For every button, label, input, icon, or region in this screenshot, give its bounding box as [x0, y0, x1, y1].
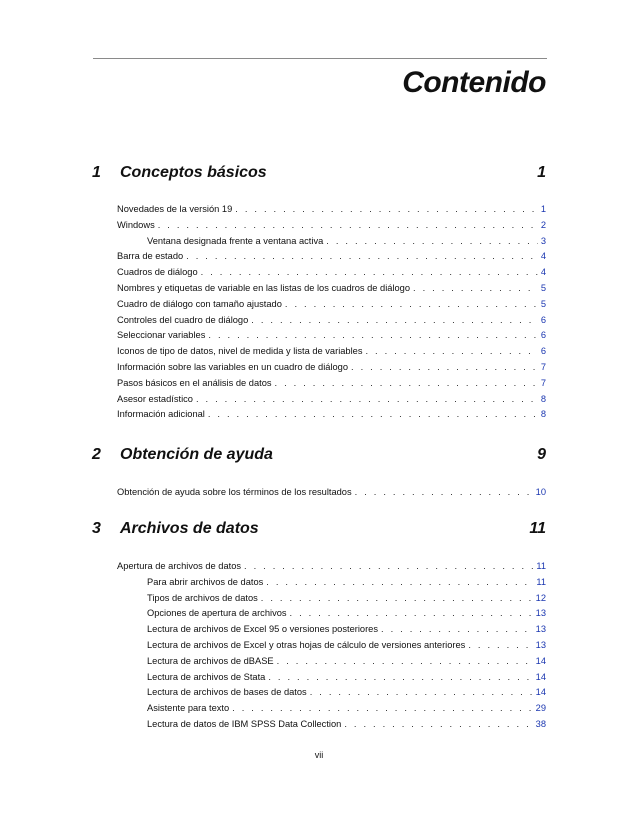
footer-page-number: vii [314, 750, 324, 760]
chapter-heading[interactable] [92, 446, 546, 470]
toc-entry-label: Opciones de apertura de archivos [147, 608, 287, 619]
toc-entry-label: Cuadro de diálogo con tamaño ajustado [117, 298, 282, 309]
chapter-heading[interactable] [92, 164, 546, 188]
toc-page-link[interactable]: 38 [535, 718, 546, 729]
toc-entry-label: Barra de estado [117, 251, 184, 262]
chapter-number: 2 [92, 446, 101, 463]
toc-entry-label: Seleccionar variables [117, 330, 206, 341]
dot-leader [381, 622, 533, 638]
dot-leader [355, 485, 533, 501]
toc-entry[interactable] [92, 218, 546, 234]
toc-entry[interactable] [92, 328, 546, 344]
toc-entry[interactable] [92, 360, 546, 376]
dot-leader [413, 281, 538, 297]
toc-entry-label: Lectura de archivos de dBASE [147, 655, 274, 666]
toc-entry-label: Controles del cuadro de diálogo [117, 314, 249, 325]
toc-entry-label: Lectura de archivos de bases de datos [147, 687, 307, 698]
toc-entry-label: Lectura de datos de IBM SPSS Data Collection [147, 718, 342, 729]
toc-page-link[interactable]: 4 [540, 251, 546, 262]
toc-page-link[interactable]: 11 [536, 561, 546, 571]
toc-page-link[interactable]: 7 [540, 361, 546, 372]
chapter-title: Archivos de datos [120, 520, 259, 537]
dot-leader [268, 670, 532, 686]
toc-entry-label: Información sobre las variables en un cuadro de diálogo [117, 361, 349, 372]
toc-page-link[interactable]: 7 [540, 377, 546, 388]
toc-page-link[interactable]: 3 [540, 235, 546, 246]
toc-entry-label: Obtención de ayuda sobre los términos de los resultados [117, 487, 352, 497]
toc-page-link[interactable]: 1 [540, 204, 546, 214]
toc-entry-label: Lectura de archivos de Excel 95 o versiones posteriores [147, 624, 378, 635]
dot-leader [266, 575, 533, 591]
chapter-3 [92, 520, 546, 733]
chapter-1 [92, 164, 546, 423]
toc-entry-label: Asistente para texto [147, 703, 230, 714]
toc-list [92, 485, 546, 501]
toc-entry[interactable] [92, 407, 546, 423]
dot-leader [251, 313, 538, 329]
dot-leader [244, 559, 533, 575]
toc-entry[interactable] [92, 234, 546, 250]
toc-page-link[interactable]: 10 [535, 487, 546, 497]
toc-page-link[interactable]: 13 [535, 639, 546, 650]
toc-entry[interactable] [92, 392, 546, 408]
toc-entry-label: Pasos básicos en el análisis de datos [117, 377, 272, 388]
toc-page-link[interactable]: 14 [535, 671, 546, 682]
toc-list [92, 202, 546, 423]
toc-entry-label: Tipos de archivos de datos [147, 592, 258, 603]
toc-entry[interactable] [92, 701, 546, 717]
toc-page-link[interactable]: 11 [536, 576, 546, 587]
dot-leader [201, 265, 538, 281]
toc-entry[interactable] [92, 313, 546, 329]
toc-entry-label: Ventana designada frente a ventana activa [147, 235, 324, 246]
toc-entry[interactable] [92, 249, 546, 265]
toc-entry[interactable] [92, 591, 546, 607]
dot-leader [235, 202, 538, 218]
toc-page-link[interactable]: 29 [535, 703, 546, 714]
dot-leader [344, 717, 532, 733]
toc-entry-label: Iconos de tipo de datos, nivel de medida y lista de variables [117, 346, 363, 357]
chapter-number: 1 [92, 164, 101, 181]
toc-entry[interactable] [92, 265, 546, 281]
toc-page-link[interactable]: 4 [540, 267, 546, 278]
dot-leader [310, 685, 533, 701]
toc-entry[interactable] [92, 638, 546, 654]
toc-page-link[interactable]: 6 [540, 346, 546, 357]
toc-entry-label: Para abrir archivos de datos [147, 576, 264, 587]
toc-entry-label: Novedades de la versión 19 [117, 204, 233, 214]
toc-entry[interactable] [92, 559, 546, 575]
toc-entry[interactable] [92, 685, 546, 701]
dot-leader [285, 297, 538, 313]
toc-entry-label: Windows [117, 219, 155, 230]
toc-page-link[interactable]: 2 [540, 219, 546, 230]
toc-entry[interactable] [92, 485, 546, 501]
dot-leader [365, 344, 537, 360]
dot-leader [275, 376, 538, 392]
chapter-number: 3 [92, 520, 101, 537]
dot-leader [326, 234, 538, 250]
toc-entry[interactable] [92, 281, 546, 297]
chapter-title: Obtención de ayuda [120, 446, 273, 463]
dot-leader [208, 328, 537, 344]
dot-leader [196, 392, 538, 408]
toc-entry-label: Asesor estadístico [117, 393, 193, 404]
toc-page-link[interactable]: 6 [540, 330, 546, 341]
toc-entry[interactable] [92, 606, 546, 622]
dot-leader [290, 606, 533, 622]
toc-entry-label: Nombres y etiquetas de variable en las listas de los cuadros de diálogo [117, 282, 411, 293]
dot-leader [351, 360, 538, 376]
toc-entry-label: Información adicional [117, 409, 205, 420]
toc-page-link[interactable]: 5 [540, 298, 546, 309]
toc-entry[interactable] [92, 297, 546, 313]
dot-leader [186, 249, 538, 265]
toc-page-link[interactable]: 5 [540, 282, 546, 293]
toc-entry-label: Cuadros de diálogo [117, 267, 198, 278]
chapter-title: Conceptos básicos [120, 164, 267, 181]
toc-entry[interactable] [92, 202, 546, 218]
chapter-page-number: 11 [529, 520, 546, 537]
toc-page-link[interactable]: 13 [535, 608, 546, 619]
toc-entry[interactable] [92, 575, 546, 591]
toc-entry[interactable] [92, 717, 546, 733]
dot-leader [232, 701, 532, 717]
dot-leader [277, 654, 533, 670]
toc-page-link[interactable]: 8 [540, 393, 546, 404]
toc-entry[interactable] [92, 344, 546, 360]
chapter-page-number: 1 [537, 164, 546, 181]
dot-leader [468, 638, 532, 654]
toc-entry[interactable] [92, 376, 546, 392]
toc-entry[interactable] [92, 670, 546, 686]
toc-entry[interactable] [92, 622, 546, 638]
toc-entry-label: Lectura de archivos de Stata [147, 671, 266, 682]
page-title: Contenido [402, 66, 546, 99]
toc-entry[interactable] [92, 654, 546, 670]
header-rule [93, 58, 547, 59]
chapter-page-number: 9 [537, 446, 546, 463]
toc-entry-label: Apertura de archivos de datos [117, 561, 242, 571]
toc-page-link[interactable]: 14 [535, 655, 546, 666]
toc-page-link[interactable]: 6 [540, 314, 546, 325]
toc-page-link[interactable]: 14 [535, 687, 546, 698]
toc-page-link[interactable]: 8 [540, 409, 546, 420]
chapter-2 [92, 446, 546, 501]
toc-page-link[interactable]: 12 [535, 592, 546, 603]
toc-entry-label: Lectura de archivos de Excel y otras hojas de cálculo de versiones anteriores [147, 639, 466, 650]
toc-page-link[interactable]: 13 [535, 624, 546, 635]
chapter-heading[interactable] [92, 520, 546, 544]
dot-leader [208, 407, 538, 423]
dot-leader [158, 218, 538, 234]
toc-list [92, 559, 546, 733]
dot-leader [261, 591, 533, 607]
